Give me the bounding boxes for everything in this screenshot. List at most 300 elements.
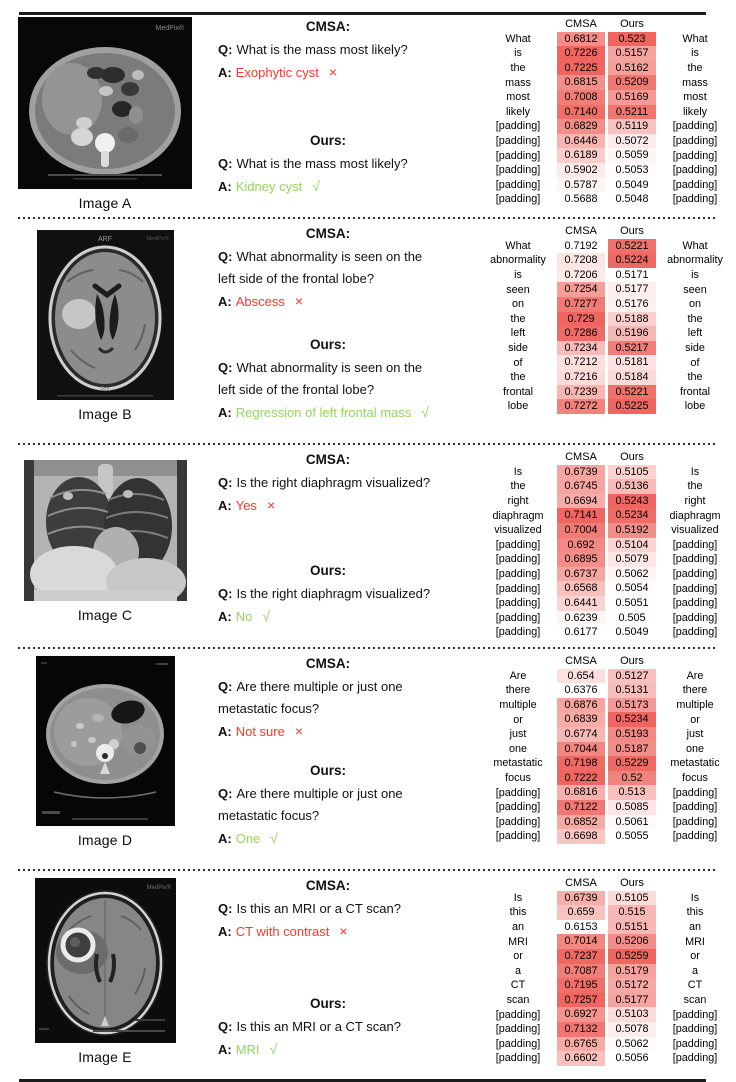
- cmsa-header: CMSA:: [305, 656, 351, 671]
- heatmap-cell: 0.7122: [557, 800, 605, 815]
- ours-answer: No: [235, 609, 253, 624]
- qa-panel-d: [210, 652, 482, 866]
- heatmap-word-right: the: [687, 371, 703, 384]
- heatmap-word-right: this: [686, 906, 704, 919]
- question-line: [218, 153, 438, 175]
- heatmap-word-left: just: [509, 728, 527, 741]
- heatmap-cell: 0.5055: [608, 829, 656, 844]
- check-icon: √: [262, 608, 271, 624]
- medpix-watermark: MedPix®: [155, 25, 184, 32]
- heatmap-cell: 0.5902: [557, 163, 605, 178]
- heatmap-panel-d: [482, 652, 736, 866]
- heatmap-word-right: [padding]: [672, 178, 718, 191]
- ours-header: Ours:: [309, 337, 346, 352]
- heatmap-word-right: frontal: [679, 385, 710, 398]
- heatmap-word-right: [padding]: [672, 801, 718, 814]
- heatmap-cell: 0.6441: [557, 596, 605, 611]
- heatmap-cell: 0.5181: [608, 355, 656, 370]
- heatmap-cell: 0.729: [557, 312, 605, 327]
- image-panel-c: [0, 448, 210, 644]
- heatmap-cell: 0.6876: [557, 698, 605, 713]
- heatmap-panel-b: [482, 222, 736, 440]
- answer-line: [218, 290, 438, 313]
- heatmap-word-right: What: [682, 239, 708, 252]
- heatmap-cell: 0.5234: [608, 508, 656, 523]
- heatmap-cell: 0.7216: [557, 370, 605, 385]
- heatmap-col-header-cmsa: CMSA: [565, 655, 597, 668]
- heatmap-word-right: is: [691, 47, 699, 60]
- question-line: [218, 783, 438, 827]
- heatmap-word-left: likely: [506, 105, 530, 118]
- case-row-d: [0, 652, 736, 866]
- heatmap-cell: 0.5221: [608, 239, 656, 254]
- heatmap-cell: 0.5787: [557, 178, 605, 193]
- image-label: Image C: [77, 607, 133, 623]
- heatmap-word-right: [padding]: [672, 611, 718, 624]
- heatmap-cell: 0.5048: [608, 192, 656, 207]
- heatmap-cell: 0.513: [608, 785, 656, 800]
- ours-header: Ours:: [309, 996, 346, 1011]
- ours-section: [218, 563, 438, 628]
- question-line: [218, 676, 438, 720]
- medical-image-brain-mri-e: [35, 878, 176, 1043]
- check-icon: √: [269, 1041, 278, 1057]
- medical-image-brain-mri-b: [37, 230, 174, 400]
- a-prefix: A:: [218, 724, 232, 739]
- question-text: What is the mass most likely?: [236, 156, 408, 171]
- q-prefix: Q:: [218, 1019, 233, 1034]
- heatmap-word-left: [padding]: [495, 178, 541, 191]
- cmsa-header: CMSA:: [305, 19, 351, 34]
- q-prefix: Q:: [218, 901, 233, 916]
- cmsa-section: [218, 656, 438, 743]
- heatmap-word-left: [padding]: [495, 1037, 541, 1050]
- heatmap-cell: 0.5224: [608, 253, 656, 268]
- heatmap-cell: 0.6376: [557, 683, 605, 698]
- heatmap-cell: 0.52: [608, 771, 656, 786]
- heatmap-cell: 0.5079: [608, 552, 656, 567]
- heatmap-word-left: [padding]: [495, 149, 541, 162]
- heatmap-col-header-ours: Ours: [620, 655, 644, 668]
- heatmap-cell: 0.7195: [557, 978, 605, 993]
- heatmap-word-left: MRI: [508, 935, 528, 948]
- heatmap-word-right: of: [690, 356, 700, 369]
- heatmap-cell: 0.6774: [557, 727, 605, 742]
- cmsa-section: [218, 452, 438, 517]
- case-row-c: [0, 448, 736, 644]
- answer-line: [218, 1038, 438, 1061]
- question-text: What abnormality is seen on the left side of the frontal lobe?: [218, 360, 423, 397]
- question-line: [218, 583, 438, 605]
- heatmap-cell: 0.5176: [608, 297, 656, 312]
- heatmap-word-left: scan: [506, 994, 530, 1007]
- cross-icon: ×: [339, 923, 348, 939]
- heatmap-cell: 0.6446: [557, 134, 605, 149]
- heatmap-word-right: one: [685, 742, 704, 755]
- heatmap-word-right: What: [682, 32, 708, 45]
- heatmap-word-left: [padding]: [495, 801, 541, 814]
- heatmap-word-right: Are: [686, 669, 704, 682]
- heatmap-cell: 0.659: [557, 905, 605, 920]
- heatmap-cell: 0.5049: [608, 625, 656, 640]
- heatmap-col-header-ours: Ours: [620, 18, 644, 31]
- cmsa-answer: CT with contrast: [235, 924, 330, 939]
- heatmap-word-left: [padding]: [495, 538, 541, 551]
- heatmap-word-left: on: [511, 298, 524, 311]
- heatmap-word-left: one: [508, 742, 527, 755]
- heatmap-cell: 0.654: [557, 669, 605, 684]
- heatmap-cell: 0.5225: [608, 399, 656, 414]
- heatmap-cell: 0.7140: [557, 105, 605, 120]
- ours-answer: Kidney cyst: [235, 179, 303, 194]
- q-prefix: Q:: [218, 586, 233, 601]
- heatmap-cell: 0.7257: [557, 993, 605, 1008]
- heatmap-word-right: abnormality: [667, 254, 723, 267]
- heatmap-word-left: [padding]: [495, 193, 541, 206]
- heatmap-word-left: What: [505, 239, 531, 252]
- heatmap-col-header-ours: Ours: [620, 225, 644, 238]
- question-line: [218, 39, 438, 61]
- heatmap-cell: 0.5105: [608, 465, 656, 480]
- heatmap-table: [482, 224, 731, 414]
- heatmap-cell: 0.7141: [557, 508, 605, 523]
- heatmap-word-right: or: [690, 950, 700, 963]
- heatmap-cell: 0.6737: [557, 567, 605, 582]
- check-icon: √: [312, 178, 320, 194]
- heatmap-word-right: [padding]: [672, 120, 718, 133]
- heatmap-word-right: there: [682, 684, 708, 697]
- cross-icon: ×: [294, 723, 304, 739]
- heatmap-cell: 0.7044: [557, 742, 605, 757]
- a-prefix: A:: [218, 831, 232, 846]
- heatmap-cell: 0.7212: [557, 355, 605, 370]
- heatmap-cell: 0.5157: [608, 46, 656, 61]
- q-prefix: Q:: [218, 475, 233, 490]
- heatmap-cell: 0.7014: [557, 934, 605, 949]
- heatmap-cell: 0.7208: [557, 253, 605, 268]
- heatmap-cell: 0.6568: [557, 581, 605, 596]
- cmsa-section: [218, 878, 438, 943]
- heatmap-word-right: a: [691, 964, 698, 977]
- heatmap-cell: 0.7008: [557, 90, 605, 105]
- heatmap-col-header-cmsa: CMSA: [565, 225, 597, 238]
- cmsa-answer: Yes: [235, 498, 257, 513]
- heatmap-word-right: on: [688, 298, 701, 311]
- question-line: [218, 1016, 438, 1038]
- heatmap-word-right: just: [686, 728, 704, 741]
- heatmap-word-left: a: [514, 964, 521, 977]
- dotted-separator: [18, 217, 718, 219]
- heatmap-word-right: an: [688, 921, 701, 934]
- q-prefix: Q:: [218, 249, 233, 264]
- image-label: Image E: [78, 1049, 132, 1065]
- heatmap-word-right: MRI: [685, 935, 705, 948]
- heatmap-cell: 0.505: [608, 611, 656, 626]
- heatmap-cell: 0.5105: [608, 891, 656, 906]
- heatmap-cell: 0.5053: [608, 163, 656, 178]
- heatmap-word-right: side: [685, 342, 705, 355]
- heatmap-cell: 0.7192: [557, 239, 605, 254]
- qa-panel-c: [210, 448, 482, 644]
- orientation-label: ARF: [97, 236, 112, 243]
- heatmap-cell: 0.5217: [608, 341, 656, 356]
- heatmap-word-right: seen: [683, 283, 707, 296]
- heatmap-word-left: What: [505, 32, 531, 45]
- heatmap-word-left: multiple: [499, 699, 537, 712]
- heatmap-word-right: diaphragm: [669, 509, 721, 522]
- heatmap-word-left: [padding]: [495, 1023, 541, 1036]
- heatmap-word-right: multiple: [676, 699, 714, 712]
- heatmap-word-left: [padding]: [495, 626, 541, 639]
- heatmap-word-left: [padding]: [495, 120, 541, 133]
- dotted-separator: [18, 647, 718, 649]
- heatmap-word-right: [padding]: [672, 1023, 718, 1036]
- question-line: [218, 246, 438, 290]
- answer-line: [218, 61, 438, 84]
- heatmap-panel-e: [482, 874, 736, 1077]
- heatmap-cell: 0.6829: [557, 119, 605, 134]
- cross-icon: ×: [328, 64, 337, 80]
- medpix-watermark: MedPix®: [146, 236, 169, 242]
- heatmap-cell: 0.6602: [557, 1051, 605, 1066]
- check-icon: √: [421, 404, 429, 420]
- heatmap-cell: 0.7234: [557, 341, 605, 356]
- heatmap-cell: 0.5196: [608, 326, 656, 341]
- q-prefix: Q:: [218, 679, 233, 694]
- heatmap-word-right: [padding]: [672, 135, 718, 148]
- heatmap-cell: 0.5085: [608, 800, 656, 815]
- heatmap-word-right: [padding]: [672, 786, 718, 799]
- heatmap-word-right: [padding]: [672, 164, 718, 177]
- heatmap-cell: 0.6852: [557, 815, 605, 830]
- heatmap-cell: 0.5688: [557, 192, 605, 207]
- question-line: [218, 357, 438, 401]
- heatmap-cell: 0.7272: [557, 399, 605, 414]
- a-prefix: A:: [218, 1042, 232, 1057]
- heatmap-cell: 0.5209: [608, 75, 656, 90]
- heatmap-cell: 0.6698: [557, 829, 605, 844]
- heatmap-word-left: Is: [513, 465, 523, 478]
- heatmap-word-right: Is: [690, 465, 700, 478]
- heatmap-word-right: the: [687, 480, 703, 493]
- heatmap-cell: 0.5179: [608, 964, 656, 979]
- heatmap-cell: 0.523: [608, 32, 656, 47]
- heatmap-word-right: CT: [687, 979, 703, 992]
- cross-icon: ×: [266, 497, 276, 513]
- heatmap-cell: 0.6765: [557, 1037, 605, 1052]
- heatmap-cell: 0.6745: [557, 479, 605, 494]
- heatmap-word-right: [padding]: [672, 568, 718, 581]
- heatmap-cell: 0.692: [557, 538, 605, 553]
- heatmap-word-left: [padding]: [495, 830, 541, 843]
- heatmap-word-left: [padding]: [495, 1052, 541, 1065]
- heatmap-word-left: [padding]: [495, 553, 541, 566]
- q-prefix: Q:: [218, 156, 233, 171]
- ours-section: [218, 763, 438, 850]
- heatmap-word-left: [padding]: [495, 568, 541, 581]
- heatmap-cell: 0.5192: [608, 523, 656, 538]
- heatmap-word-right: [padding]: [672, 626, 718, 639]
- cmsa-answer: Exophytic cyst: [235, 65, 319, 80]
- heatmap-word-left: this: [509, 906, 527, 919]
- heatmap-cell: 0.5169: [608, 90, 656, 105]
- image-panel-e: [0, 874, 210, 1077]
- answer-line: [218, 494, 438, 517]
- heatmap-table: [482, 876, 731, 1066]
- heatmap-word-right: metastatic: [670, 757, 720, 770]
- heatmap-cell: 0.6694: [557, 494, 605, 509]
- case-row-e: [0, 874, 736, 1077]
- heatmap-cell: 0.5061: [608, 815, 656, 830]
- heatmap-word-right: mass: [682, 76, 708, 89]
- question-text: What abnormality is seen on the left side of the frontal lobe?: [218, 249, 423, 286]
- heatmap-word-left: right: [507, 495, 529, 508]
- a-prefix: A:: [218, 294, 232, 309]
- heatmap-cell: 0.5188: [608, 312, 656, 327]
- question-text: Are there multiple or just one metastatic focus?: [218, 679, 403, 716]
- a-prefix: A:: [218, 924, 232, 939]
- heatmap-word-left: of: [513, 356, 523, 369]
- heatmap-cell: 0.6239: [557, 611, 605, 626]
- heatmap-table: [482, 17, 731, 207]
- heatmap-cell: 0.7254: [557, 282, 605, 297]
- heatmap-word-right: Is: [690, 891, 700, 904]
- heatmap-word-left: [padding]: [495, 582, 541, 595]
- q-prefix: Q:: [218, 42, 233, 57]
- qa-panel-b: [210, 222, 482, 440]
- case-row-b: [0, 222, 736, 440]
- heatmap-word-left: [padding]: [495, 164, 541, 177]
- q-prefix: Q:: [218, 786, 233, 801]
- question-text: Are there multiple or just one metastatic focus?: [218, 786, 403, 823]
- image-panel-b: [0, 222, 210, 440]
- ours-header: Ours:: [309, 563, 346, 578]
- heatmap-word-right: focus: [682, 772, 708, 785]
- heatmap-word-left: an: [511, 921, 524, 934]
- heatmap-word-left: frontal: [502, 385, 533, 398]
- cross-icon: ×: [294, 293, 304, 309]
- image-label: Image A: [78, 195, 132, 211]
- heatmap-cell: 0.5243: [608, 494, 656, 509]
- heatmap-word-right: is: [691, 269, 699, 282]
- heatmap-word-left: [padding]: [495, 1008, 541, 1021]
- ours-answer: One: [235, 831, 261, 846]
- heatmap-word-left: [padding]: [495, 135, 541, 148]
- heatmap-cell: 0.5206: [608, 934, 656, 949]
- heatmap-word-right: left: [687, 327, 703, 340]
- heatmap-table: [482, 450, 731, 640]
- heatmap-word-left: [padding]: [495, 611, 541, 624]
- heatmap-cell: 0.6189: [557, 148, 605, 163]
- heatmap-word-right: right: [684, 495, 706, 508]
- question-line: [218, 472, 438, 494]
- heatmap-word-right: [padding]: [672, 553, 718, 566]
- heatmap-word-left: left: [510, 327, 526, 340]
- heatmap-word-right: [padding]: [672, 1052, 718, 1065]
- question-text: What is the mass most likely?: [236, 42, 408, 57]
- question-line: [218, 898, 438, 920]
- heatmap-word-right: the: [687, 62, 703, 75]
- heatmap-cell: 0.5054: [608, 581, 656, 596]
- heatmap-word-right: most: [683, 91, 707, 104]
- heatmap-cell: 0.5062: [608, 567, 656, 582]
- a-prefix: A:: [218, 609, 232, 624]
- heatmap-cell: 0.6153: [557, 920, 605, 935]
- ours-header: Ours:: [309, 133, 346, 148]
- heatmap-cell: 0.7277: [557, 297, 605, 312]
- a-prefix: A:: [218, 405, 232, 420]
- answer-line: [218, 720, 438, 743]
- heatmap-word-right: [padding]: [672, 538, 718, 551]
- ours-section: [218, 337, 438, 424]
- cmsa-answer: Abscess: [235, 294, 285, 309]
- heatmap-cell: 0.5229: [608, 756, 656, 771]
- heatmap-word-right: [padding]: [672, 597, 718, 610]
- qa-panel-e: [210, 874, 482, 1077]
- heatmap-cell: 0.6839: [557, 712, 605, 727]
- heatmap-word-left: there: [505, 684, 531, 697]
- heatmap-cell: 0.5259: [608, 949, 656, 964]
- answer-line: [218, 401, 438, 424]
- heatmap-word-right: lobe: [684, 400, 706, 413]
- heatmap-col-header-ours: Ours: [620, 877, 644, 890]
- heatmap-panel-c: [482, 448, 736, 644]
- image-panel-d: [0, 652, 210, 866]
- heatmap-word-right: scan: [683, 994, 707, 1007]
- heatmap-cell: 0.7004: [557, 523, 605, 538]
- heatmap-cell: 0.6812: [557, 32, 605, 47]
- heatmap-cell: 0.7198: [557, 756, 605, 771]
- heatmap-cell: 0.5177: [608, 282, 656, 297]
- heatmap-cell: 0.5171: [608, 268, 656, 283]
- medpix-watermark: MedPix®: [146, 885, 171, 891]
- medical-image-chest-xray-c: [24, 460, 187, 601]
- heatmap-cell: 0.5103: [608, 1007, 656, 1022]
- heatmap-col-header-cmsa: CMSA: [565, 877, 597, 890]
- heatmap-word-left: lobe: [507, 400, 529, 413]
- ours-section: [218, 996, 438, 1061]
- heatmap-cell: 0.7237: [557, 949, 605, 964]
- heatmap-cell: 0.5136: [608, 479, 656, 494]
- heatmap-cell: 0.5172: [608, 978, 656, 993]
- heatmap-cell: 0.6927: [557, 1007, 605, 1022]
- heatmap-cell: 0.5211: [608, 105, 656, 120]
- ours-header: Ours:: [309, 763, 346, 778]
- cmsa-section: [218, 19, 438, 84]
- answer-line: [218, 605, 438, 628]
- cmsa-header: CMSA:: [305, 878, 351, 893]
- heatmap-cell: 0.6895: [557, 552, 605, 567]
- heatmap-cell: 0.7226: [557, 46, 605, 61]
- heatmap-word-left: or: [513, 950, 523, 963]
- heatmap-col-header-cmsa: CMSA: [565, 451, 597, 464]
- heatmap-word-right: [padding]: [672, 830, 718, 843]
- heatmap-word-left: most: [506, 91, 530, 104]
- heatmap-cell: 0.5173: [608, 698, 656, 713]
- heatmap-panel-a: [482, 15, 736, 214]
- ours-section: [218, 133, 438, 198]
- heatmap-col-header-cmsa: CMSA: [565, 18, 597, 31]
- heatmap-word-right: [padding]: [672, 815, 718, 828]
- heatmap-cell: 0.6739: [557, 465, 605, 480]
- cmsa-answer: Not sure: [235, 724, 285, 739]
- heatmap-cell: 0.5221: [608, 385, 656, 400]
- heatmap-cell: 0.5051: [608, 596, 656, 611]
- question-text: Is this an MRI or a CT scan?: [236, 901, 401, 916]
- heatmap-cell: 0.7225: [557, 61, 605, 76]
- a-prefix: A:: [218, 179, 232, 194]
- heatmap-word-left: abnormality: [490, 254, 546, 267]
